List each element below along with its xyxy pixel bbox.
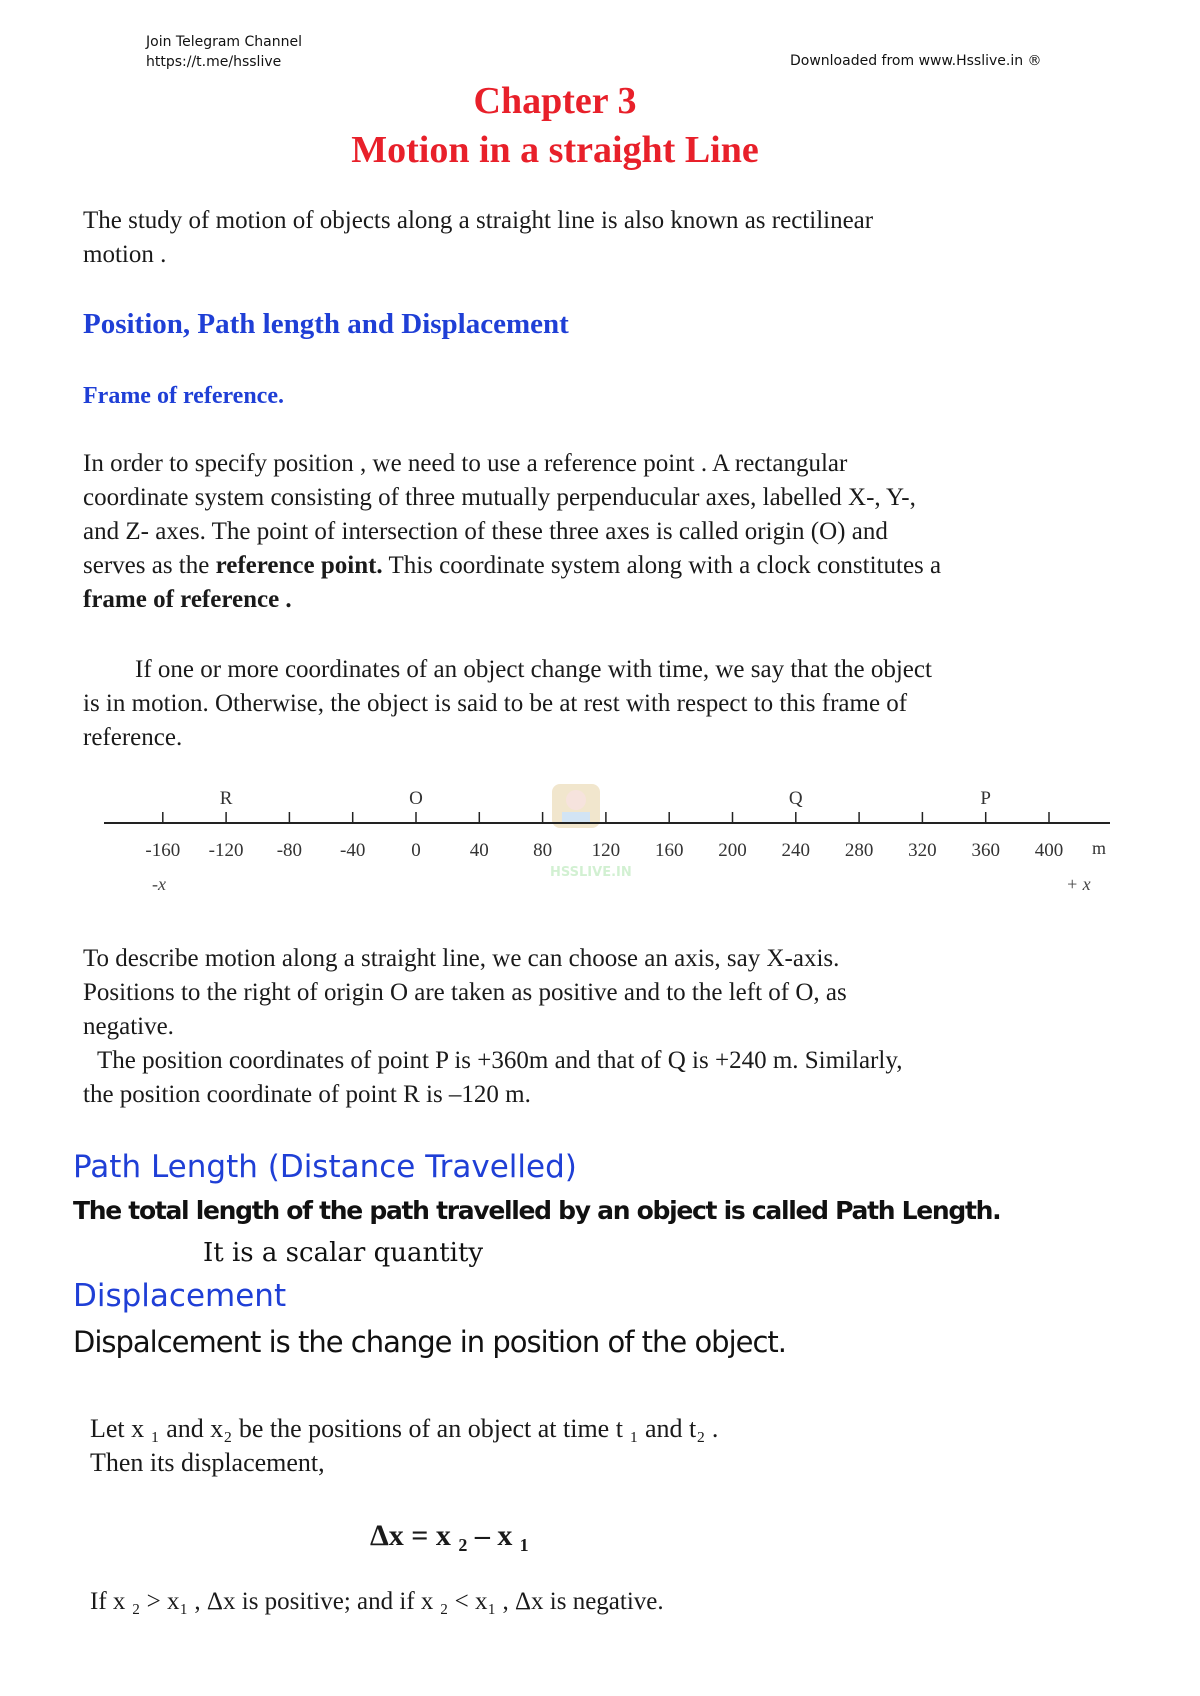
axis-point-label-o: O — [409, 788, 423, 809]
axis-tick-label: -160 — [145, 840, 181, 861]
section-heading: Position, Path length and Displacement — [83, 308, 569, 340]
motion-paragraph: If one or more coordinates of an object change with time, we say that the object is in motion. Otherwise, the object is said to be at rest with respect to this frame of reference. — [83, 656, 932, 751]
frame-paragraph: In order to specify position , we need to use a reference point . A rectangular coordinate system consisting of three mutually perpenducular axes, labelled X-, Y-, and Z- axes. The point of intersection of these three axes is called origin (O) and serves as the reference point. This coordinate system along with a clock constitutes a frame of reference . — [83, 450, 942, 613]
displacement-definition: Dispalcement is the change in position of the object. — [73, 1325, 787, 1359]
chapter-number: Chapter 3 — [473, 80, 637, 122]
reference-point-term: reference point. — [215, 552, 383, 579]
position-axis-diagram — [100, 778, 1120, 898]
header-download-source: Downloaded from www.Hsslive.in ® — [790, 53, 1042, 69]
describe-paragraph: To describe motion along a straight line, we can choose an axis, say X-axis. Positions to the right of origin O are taken as positive and to the left of O, as negative. The position coordinates of point P is +360m and that of Q is +240 m. Similarly, the position coordinate of point R is –120 m. — [83, 945, 903, 1108]
axis-unit: m — [1092, 838, 1107, 858]
axis-tick-label: 80 — [533, 840, 553, 861]
path-length-definition: The total length of the path travelled by an object is called Path Length. — [73, 1196, 1001, 1225]
displacement-paragraph: Let x ₁ and x₂ be the positions of an object at time t ₁ and t₂ . Then its displacement, — [90, 1414, 719, 1477]
header-telegram — [146, 32, 302, 72]
axis-tick-label: 320 — [908, 840, 937, 861]
subheading-frame-of-reference: Frame of reference. — [83, 383, 284, 409]
watermark-text: HSSLIVE.IN — [550, 865, 632, 880]
axis-tick-label: 280 — [844, 840, 874, 861]
scalar-note: It is a scalar quantity — [203, 1238, 484, 1268]
axis-point-label-q: Q — [788, 788, 803, 809]
axis-point-label-r: R — [219, 788, 233, 809]
displacement-heading: Displacement — [73, 1278, 287, 1314]
axis-tick-label: 120 — [591, 840, 621, 861]
hsslive-watermark — [550, 784, 632, 880]
axis-tick-label: 400 — [1034, 840, 1064, 861]
intro-paragraph: The study of motion of objects along a straight line is also known as rectilinear motion . — [83, 207, 874, 268]
header-telegram-link[interactable]: https://t.me/hsslive — [146, 54, 282, 70]
axis-point-label-p: P — [980, 788, 991, 809]
axis-negative-label: -x — [152, 874, 166, 894]
axis-tick-label: -40 — [340, 840, 366, 861]
axis-points — [220, 788, 991, 809]
axis-tick-label: 240 — [781, 840, 811, 861]
axis-tick-label: 160 — [654, 840, 684, 861]
axis-tick-label: 200 — [718, 840, 747, 861]
header-telegram-label: Join Telegram Channel — [146, 34, 302, 50]
axis-positive-label: + x — [1066, 874, 1091, 894]
displacement-condition: If x ₂ > x₁ , Δx is positive; and if x ₂ < x₁ , Δx is negative. — [90, 1588, 664, 1615]
axis-tick-label: 0 — [411, 840, 421, 861]
displacement-formula: Δx = x ₂ – x ₁ — [370, 1519, 529, 1552]
axis-tick-label: -120 — [208, 840, 244, 861]
axis-tick-label: -80 — [276, 840, 303, 861]
axis-ticks — [145, 812, 1063, 861]
frame-of-reference-term: frame of reference . — [83, 586, 292, 613]
chapter-title: Motion in a straight Line — [351, 129, 759, 171]
path-length-heading: Path Length (Distance Travelled) — [73, 1149, 577, 1185]
axis-tick-label: 40 — [469, 840, 489, 861]
axis-tick-label: 360 — [971, 840, 1000, 861]
